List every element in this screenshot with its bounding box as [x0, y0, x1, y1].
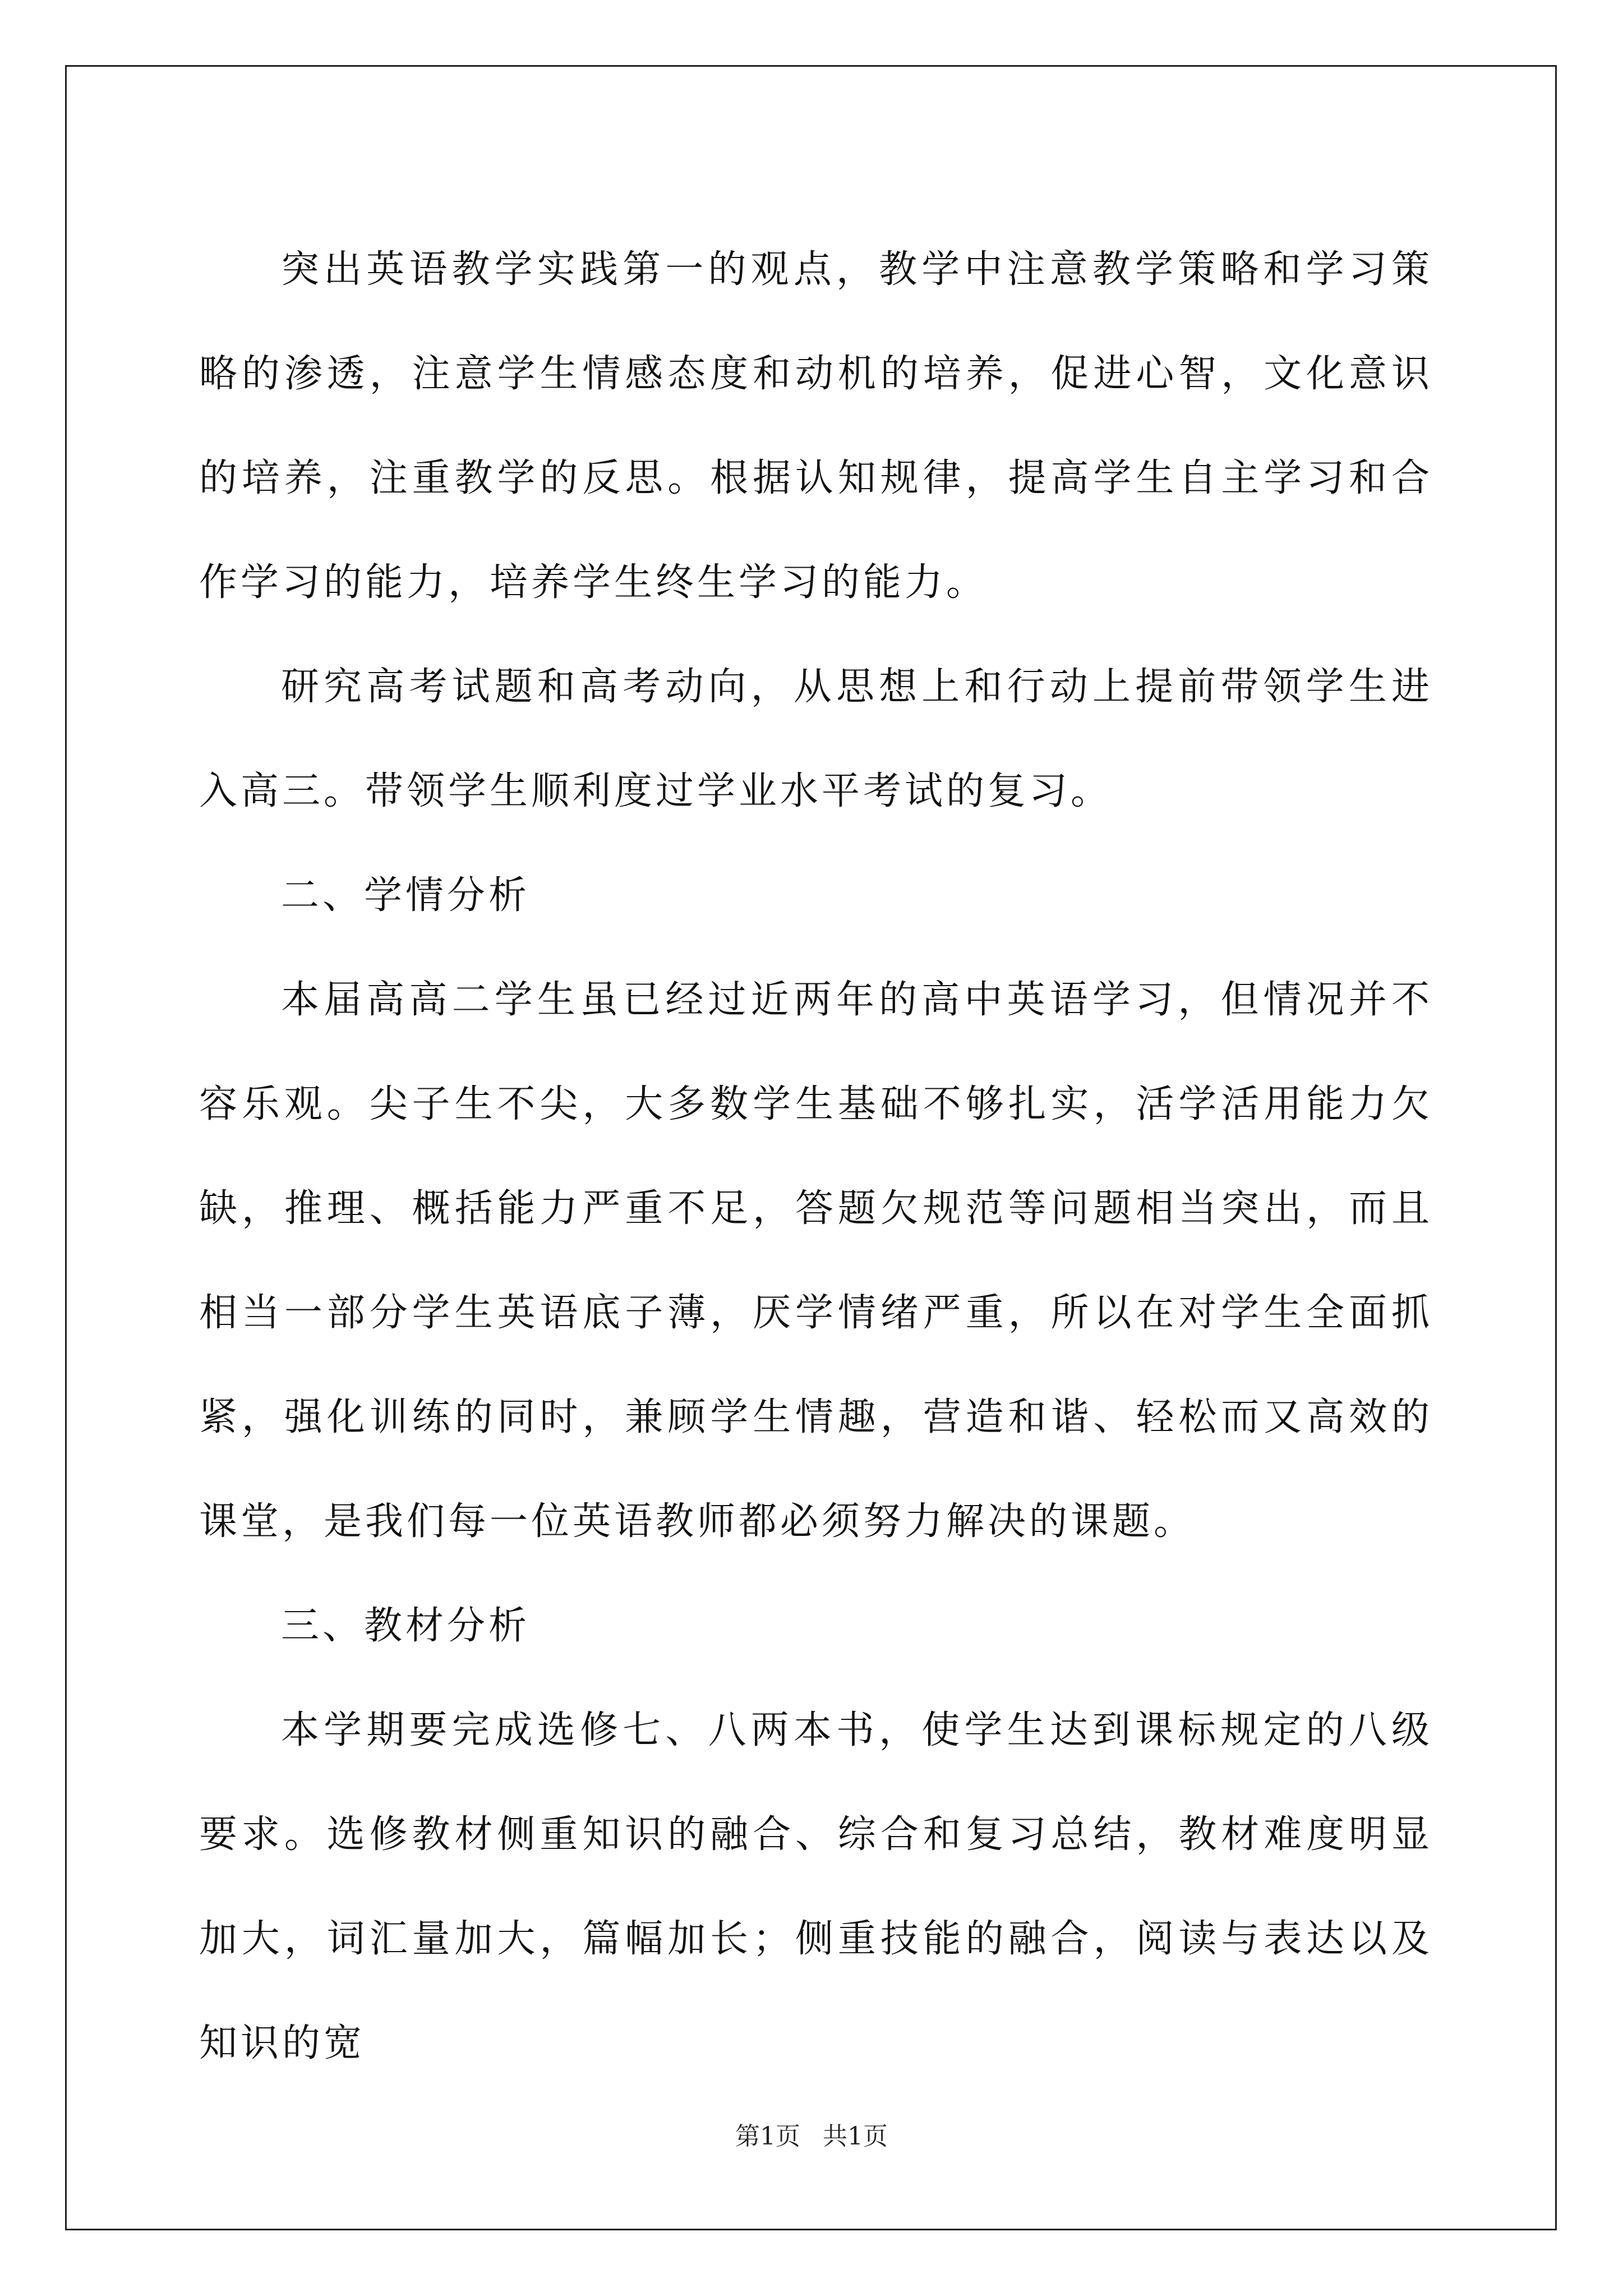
- paragraph-textbook-analysis: 本学期要完成选修七、八两本书，使学生达到课标规定的八级要求。选修教材侧重知识的融合、综合和复习总结，教材难度明显加大，词汇量加大，篇幅加长；侧重技能的融合，阅读与表达以及知识的宽: [199, 1708, 1433, 2065]
- document-body: [199, 218, 1433, 2096]
- paragraph-exam-preparation: 研究高考试题和高考动向，从思想上和行动上提前带领学生进入高三。带领学生顺利度过学业水平考试的复习。: [199, 665, 1433, 813]
- heading-student-analysis: 二、学情分析: [281, 873, 531, 918]
- heading-textbook-analysis: 三、教材分析: [281, 1604, 531, 1648]
- page-number-current: 第1页: [735, 2122, 800, 2151]
- page-number-total: 共1页: [823, 2122, 888, 2151]
- paragraph-student-analysis: 本届高高二学生虽已经过近两年的高中英语学习，但情况并不容乐观。尖子生不尖，大多数学生基础不够扎实，活学活用能力欠缺，推理、概括能力严重不足，答题欠规范等问题相当突出，而且相当一部分学生英语底子薄，厌学情绪严重，所以在对学生全面抓紧，强化训练的同时，兼顾学生情趣，营造和谐、轻松而又高效的课堂，是我们每一位英语教师都必须努力解决的课题。: [199, 978, 1433, 1544]
- paragraph-teaching-principles: 突出英语教学实践第一的观点，教学中注意教学策略和学习策略的渗透，注意学生情感态度和动机的培养，促进心智，文化意识的培养，注重教学的反思。根据认知规律，提高学生自主学习和合作学习的能力，培养学生终生学习的能力。: [199, 247, 1433, 605]
- page-footer: [0, 2116, 1623, 2152]
